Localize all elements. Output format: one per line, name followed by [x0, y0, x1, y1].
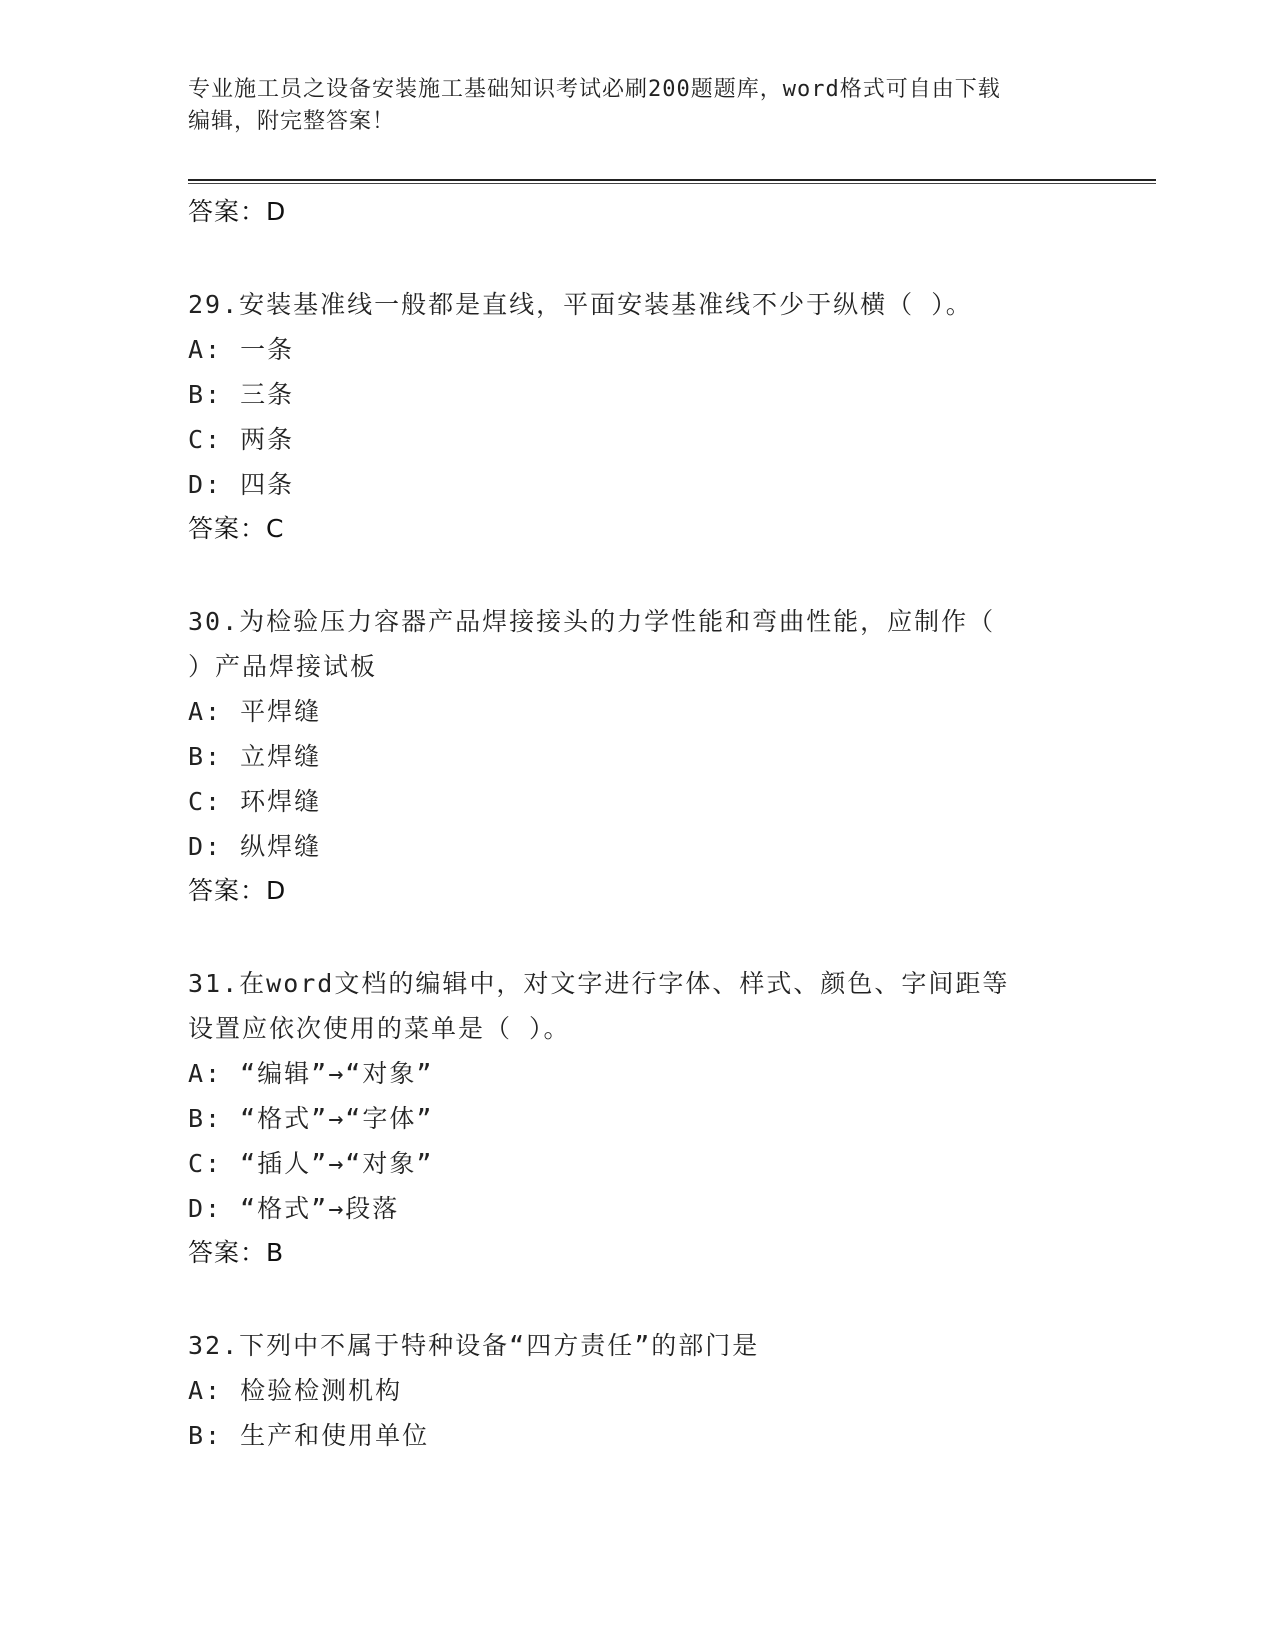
header-title-line-1: 专业施工员之设备安装施工基础知识考试必刷200题题库，word格式可自由下载: [188, 77, 1001, 102]
option-text: 纵焊缝: [240, 832, 322, 861]
option-text: “编辑”→“对象”: [240, 1059, 434, 1088]
answer-line: 答案：C: [188, 514, 285, 543]
option-key: B:: [188, 742, 223, 771]
option-text: 生产和使用单位: [240, 1421, 430, 1450]
question-line-1: 30.为检验压力容器产品焊接接头的力学性能和弯曲性能，应制作（: [188, 607, 996, 636]
question-text: [188, 1323, 1048, 1368]
answer-line: 答案：D: [188, 876, 287, 905]
option-key: C:: [188, 1149, 223, 1178]
option-key: A:: [188, 335, 223, 364]
option-c: [188, 1141, 1088, 1186]
question-line-1: 31.在word文档的编辑中，对文字进行字体、样式、颜色、字间距等: [188, 969, 1010, 998]
option-text: 两条: [240, 425, 295, 454]
question-line-2: ）产品焊接试板: [188, 652, 378, 681]
option-a: [188, 689, 1088, 734]
option-b: [188, 734, 1088, 779]
option-key: B:: [188, 380, 223, 409]
option-key: B:: [188, 1421, 223, 1450]
option-key: B:: [188, 1104, 223, 1133]
document-header: [188, 74, 1068, 138]
question-line-1: 32.下列中不属于特种设备“四方责任”的部门是: [188, 1331, 760, 1360]
header-divider-thick: [188, 179, 1156, 181]
option-text: “格式”→“字体”: [240, 1104, 434, 1133]
answer-line: 答案：B: [188, 1238, 285, 1267]
question-list: [188, 190, 1088, 1458]
option-key: A:: [188, 1059, 223, 1088]
option-key: C:: [188, 425, 223, 454]
option-b: [188, 1413, 1088, 1458]
spacer: [188, 1277, 1088, 1323]
option-a: [188, 1051, 1088, 1096]
option-text: 平焊缝: [240, 697, 322, 726]
question-block-30: [188, 599, 1088, 915]
option-d: [188, 824, 1088, 869]
option-d: [188, 462, 1088, 507]
header-divider-thin: [188, 183, 1156, 184]
option-text: 环焊缝: [240, 787, 322, 816]
spacer: [188, 236, 1088, 282]
question-text: [188, 599, 1048, 689]
option-text: 立焊缝: [240, 742, 322, 771]
option-a: [188, 1368, 1088, 1413]
option-text: 三条: [240, 380, 295, 409]
question-line-2: 设置应依次使用的菜单是（ ）。: [188, 1014, 571, 1043]
option-key: A:: [188, 1376, 223, 1405]
option-key: D:: [188, 1194, 223, 1223]
option-key: D:: [188, 832, 223, 861]
option-c: [188, 779, 1088, 824]
question-block-32: [188, 1323, 1088, 1458]
question-line-1: 29.安装基准线一般都是直线，平面安装基准线不少于纵横（ ）。: [188, 290, 973, 319]
option-text: 四条: [240, 470, 295, 499]
option-text: “插人”→“对象”: [240, 1149, 434, 1178]
question-block-29: [188, 282, 1088, 553]
option-key: D:: [188, 470, 223, 499]
option-text: “格式”→段落: [240, 1194, 400, 1223]
spacer: [188, 553, 1088, 599]
option-text: 一条: [240, 335, 295, 364]
option-key: C:: [188, 787, 223, 816]
question-block-31: [188, 961, 1088, 1277]
option-key: A:: [188, 697, 223, 726]
header-title-line-2: 编辑，附完整答案！: [188, 109, 396, 134]
spacer: [188, 915, 1088, 961]
option-c: [188, 417, 1088, 462]
option-b: [188, 1096, 1088, 1141]
option-text: 检验检测机构: [240, 1376, 403, 1405]
question-text: [188, 282, 1048, 327]
option-d: [188, 1186, 1088, 1231]
option-a: [188, 327, 1088, 372]
previous-answer: 答案：D: [188, 197, 287, 226]
option-b: [188, 372, 1088, 417]
question-text: [188, 961, 1048, 1051]
